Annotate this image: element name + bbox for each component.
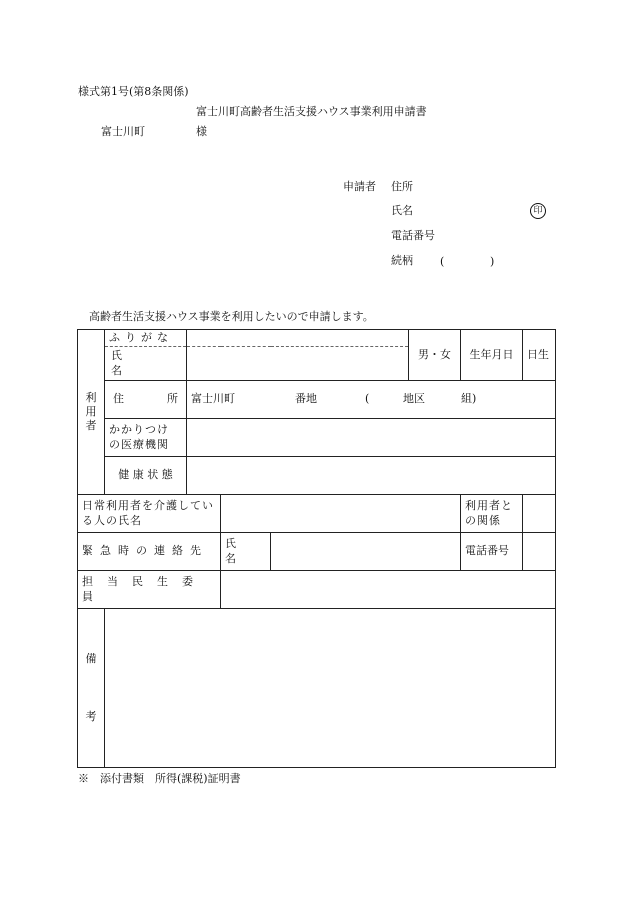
user-address-field[interactable] [187,381,556,419]
address-banchi: 番地 [295,392,317,406]
emergency-name-field[interactable] [271,533,461,571]
applicant-name-label: 氏名 [391,204,413,217]
applicant-role-label: 申請者 [343,180,376,193]
birth-day-unit: 日生 [527,347,549,361]
emergency-name-label [221,533,271,571]
address-label-char: 所 [167,392,178,406]
name-label-cell [105,347,187,381]
remarks-field[interactable] [105,609,556,768]
document-title: 富士川町高齢者生活支援ハウス事業利用申請書 [196,105,427,118]
relation-paren-close: ) [490,255,495,268]
caregiver-label-line: る人の氏名 [82,513,142,527]
emergency-contact-label: 緊急時の連絡先 [78,533,221,571]
address-kumi: 組) [461,392,477,406]
remarks-char: 備 [85,651,97,665]
user-section-label [78,330,105,495]
furigana-field[interactable] [187,330,409,347]
application-form-table [77,329,556,768]
furigana-label: ふりがな [105,330,187,347]
welfare-commissioner-field[interactable] [221,571,556,609]
welfare-commissioner-label: 担当民生委員 [78,571,221,609]
clinic-label-line: の医療機関 [109,437,169,451]
relation-paren-open: ( [440,255,445,268]
user-section-char: 用 [85,404,97,418]
caregiver-label-line: 日常利用者を介護してい [82,499,214,513]
health-label: 健 康 状 態 [105,457,187,495]
applicant-relation-label: 続柄 [391,254,413,267]
address-town: 富士川町 [191,392,235,406]
address-paren-open: ( [365,392,370,406]
clinic-label [105,419,187,457]
address-label-char: 住 [113,392,124,406]
name-label: 氏 名 [111,349,144,377]
user-section-char: 利 [85,390,97,404]
remarks-char: 考 [85,710,97,723]
addressee-town: 富士川町 [101,125,145,138]
address-label-cell [105,381,187,419]
caregiver-name-field[interactable] [221,495,461,533]
clinic-label-line: かかりつけ [109,423,169,437]
emergency-phone-field[interactable] [523,533,556,571]
addressee-honorific: 様 [196,125,207,138]
caregiver-label [78,495,221,533]
user-section-char: 者 [85,419,97,433]
relation-field[interactable] [523,495,556,533]
birthdate-label: 生年月日 [461,330,523,381]
relation-label [461,495,523,533]
user-name-field[interactable] [187,347,409,381]
emergency-name-label-text: 氏 名 [225,537,246,565]
relation-label-line: 利用者と [465,499,513,513]
applicant-address-label: 住所 [391,180,413,193]
attachment-note: ※ 添付書類 所得(課税)証明書 [78,772,241,785]
birthdate-field[interactable] [523,330,556,381]
seal-mark: 印 [530,203,546,219]
clinic-field[interactable] [187,419,556,457]
applicant-phone-label: 電話番号 [391,229,435,242]
address-chiku: 地区 [403,392,425,406]
form-number: 様式第1号(第8条関係) [78,85,189,98]
gender-options[interactable]: 男・女 [409,330,461,381]
emergency-phone-label: 電話番号 [461,533,523,571]
remarks-label [78,609,105,768]
relation-label-line: の関係 [465,513,501,527]
intro-text: 高齢者生活支援ハウス事業を利用したいので申請します。 [89,310,374,323]
health-field[interactable] [187,457,556,495]
